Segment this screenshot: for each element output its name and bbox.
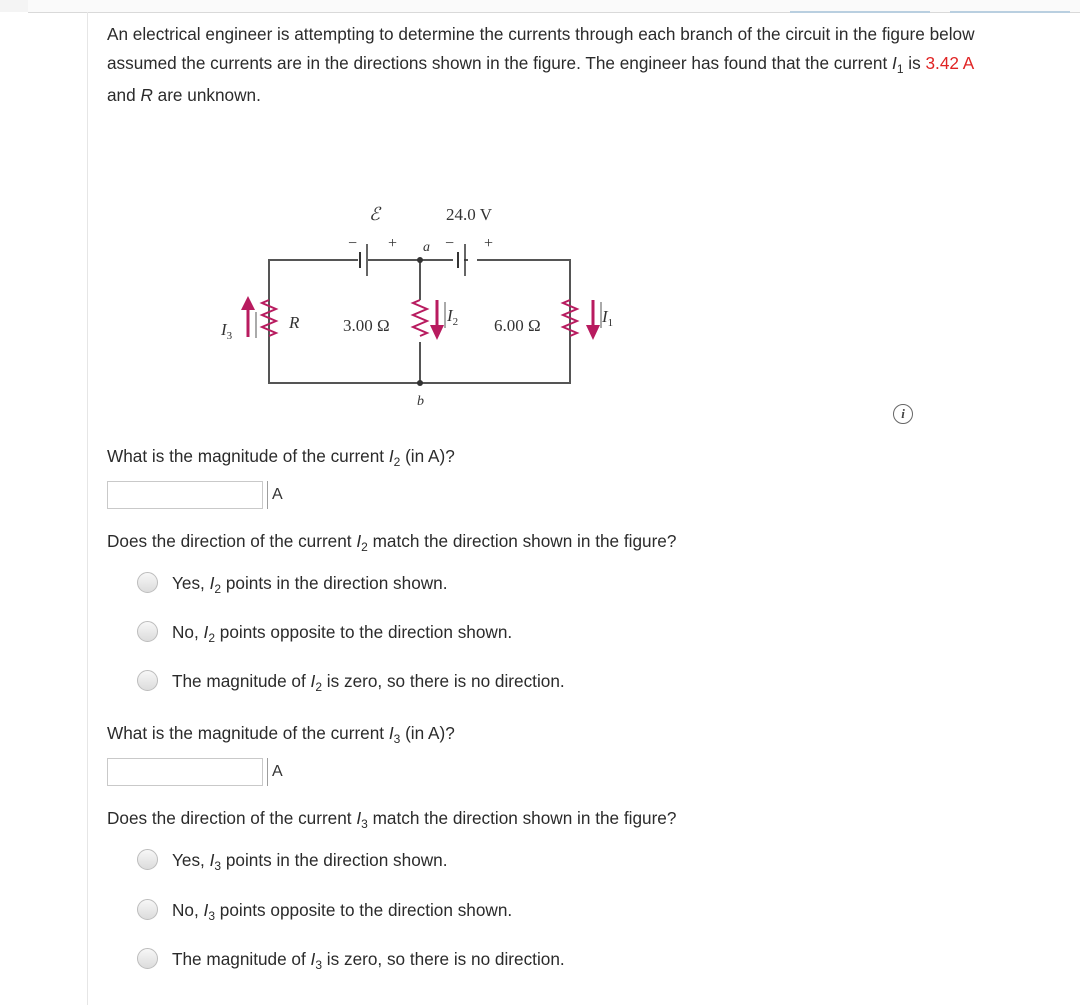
battery-24v-symbol: [458, 244, 465, 276]
radio-button[interactable]: [137, 948, 158, 969]
radio-button[interactable]: [137, 899, 158, 920]
node-b-dot: [417, 380, 423, 386]
battery-plus-sign: +: [484, 235, 494, 252]
info-icon[interactable]: i: [893, 404, 913, 424]
tab-accent: [790, 11, 930, 13]
i3-label: $I_3$: [221, 320, 233, 342]
i2-label: $I_2$: [447, 306, 459, 328]
question-i2-magnitude: What is the magnitude of the current $I_2$ (in A)?: [107, 446, 455, 469]
radio-button[interactable]: [137, 572, 158, 593]
i3-magnitude-input[interactable]: [107, 758, 263, 786]
arrow-i2: [430, 300, 444, 340]
battery-label: 24.0 V: [446, 205, 492, 224]
statement-line-3: and R are unknown.: [107, 85, 261, 105]
arrow-i3: [241, 296, 255, 337]
i1-label: $I_1$: [602, 307, 614, 329]
top-tab-strip: [0, 0, 1080, 12]
given-current-value: 3.42 A: [925, 53, 975, 73]
resistor-6ohm: [563, 300, 577, 336]
resistor-r: [262, 300, 276, 336]
node-a-label: a: [423, 240, 430, 255]
battery-minus-sign: −: [445, 235, 455, 252]
i2-magnitude-input[interactable]: [107, 481, 263, 509]
emf-label: ℰ: [369, 204, 380, 224]
node-a-dot: [417, 257, 423, 263]
circuit-figure: [212, 190, 642, 420]
arrow-i1: [586, 300, 600, 340]
question-i2-direction: Does the direction of the current $I_2$ match the direction shown in the figure?: [107, 531, 677, 554]
radio-button[interactable]: [137, 670, 158, 691]
statement-line-1: An electrical engineer is attempting to determine the currents through each branch of the circuit in the figure below: [107, 24, 975, 44]
statement-line-2: assumed the currents are in the directions shown in the figure. The engineer has found that the current $I_1$ is 3.42 A: [107, 53, 975, 76]
tab-accent: [950, 11, 1070, 13]
unit-label: A: [267, 481, 283, 509]
emf-battery-symbol: [360, 244, 367, 276]
radio-button[interactable]: [137, 849, 158, 870]
problem-statement: [107, 20, 1080, 110]
unit-label: A: [267, 758, 283, 786]
question-i3-direction: Does the direction of the current $I_3$ match the direction shown in the figure?: [107, 808, 677, 831]
node-b-label: b: [417, 394, 424, 409]
radio-button[interactable]: [137, 621, 158, 642]
question-i3-magnitude: What is the magnitude of the current $I_3$ (in A)?: [107, 723, 455, 746]
r3-label: 3.00 Ω: [343, 316, 390, 335]
emf-plus-sign: +: [388, 235, 398, 252]
emf-minus-sign: −: [348, 235, 358, 252]
r-label: R: [289, 313, 300, 332]
resistor-3ohm: [413, 300, 427, 336]
r6-label: 6.00 Ω: [494, 316, 541, 335]
left-border: [87, 12, 88, 1005]
